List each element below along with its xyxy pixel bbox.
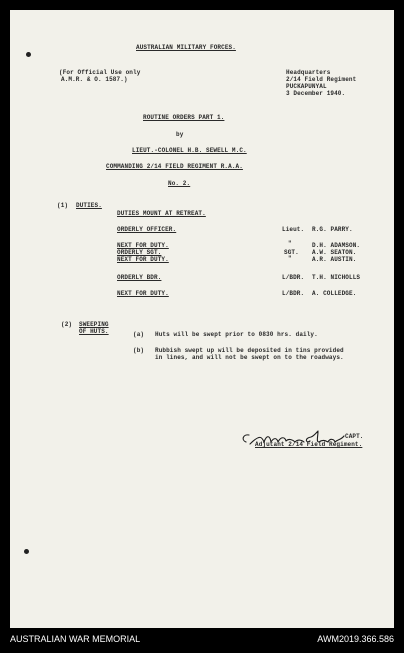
duty-name: A. COLLEDGE. [312, 290, 357, 297]
official-use-line-1: (For Official Use only [59, 69, 141, 76]
sweeping-a-label: (a) [133, 331, 145, 338]
duty-rank: SGT. [284, 249, 299, 256]
sweeping-b-text-2: in lines, and will not be swept on to the roadways. [155, 354, 344, 361]
sweeping-b-text-1: Rubbish swept up will be deposited in tins provided [155, 347, 344, 354]
duty-name: A.W. SEATON. [312, 249, 357, 256]
hq-line-1: Headquarters [286, 69, 331, 76]
duty-role: ORDERLY SGT. [117, 249, 162, 256]
duty-role: NEXT FOR DUTY. [117, 242, 169, 249]
footer-credit: AUSTRALIAN WAR MEMORIAL [10, 634, 141, 644]
punch-hole [24, 549, 29, 554]
hq-line-3: PUCKAPUNYAL [286, 83, 327, 90]
routine-by: by [176, 131, 184, 138]
punch-hole [26, 52, 31, 57]
sweeping-b-label: (b) [133, 347, 145, 354]
footer-accession-number: AWM2019.366.586 [317, 634, 394, 644]
duty-name: D.H. ADAMSON. [312, 242, 361, 249]
duty-role: ORDERLY BDR. [117, 274, 162, 281]
duty-role: ORDERLY OFFICER. [117, 226, 177, 233]
duty-rank: " [288, 255, 292, 262]
sweeping-number: (2) [61, 321, 73, 328]
routine-orders-title: ROUTINE ORDERS PART 1. [143, 114, 225, 121]
duties-number: (1) [57, 202, 69, 209]
official-use-line-2: A.M.R. & O. 1587.) [61, 76, 128, 83]
duties-heading: DUTIES. [76, 202, 102, 209]
sweeping-a-text: Huts will be swept prior to 0830 hrs. daily. [155, 331, 318, 338]
hq-line-4: 3 December 1940. [286, 90, 346, 97]
duty-rank: Lieut. [282, 226, 305, 233]
sweeping-heading-1: SWEEPING [79, 321, 109, 328]
document-page [10, 10, 394, 628]
duty-rank: L/BDR. [282, 274, 305, 281]
commanding-line: COMMANDING 2/14 FIELD REGIMENT R.A.A. [106, 163, 243, 170]
commander-name: LIEUT.-COLONEL H.B. SEWELL M.C. [132, 147, 247, 154]
hq-line-2: 2/14 Field Regiment [286, 76, 357, 83]
duty-name: T.H. NICHOLLS [312, 274, 361, 281]
duty-name: R.G. PARRY. [312, 226, 353, 233]
sweeping-heading-2: OF HUTS. [79, 328, 109, 335]
duty-rank: " [288, 240, 292, 247]
duty-name: A.R. AUSTIN. [312, 256, 357, 263]
duty-role: NEXT FOR DUTY. [117, 256, 169, 263]
duties-subheading: DUTIES MOUNT AT RETREAT. [117, 210, 206, 217]
signatory-title: Adjutant 2/14 Field Regiment. [255, 441, 363, 448]
orders-number: No. 2. [168, 180, 191, 187]
signatory-rank: CAPT. [345, 433, 364, 440]
duty-rank: L/BDR. [282, 290, 305, 297]
duty-role: NEXT FOR DUTY. [117, 290, 169, 297]
document-title: AUSTRALIAN MILITARY FORCES. [136, 44, 236, 51]
